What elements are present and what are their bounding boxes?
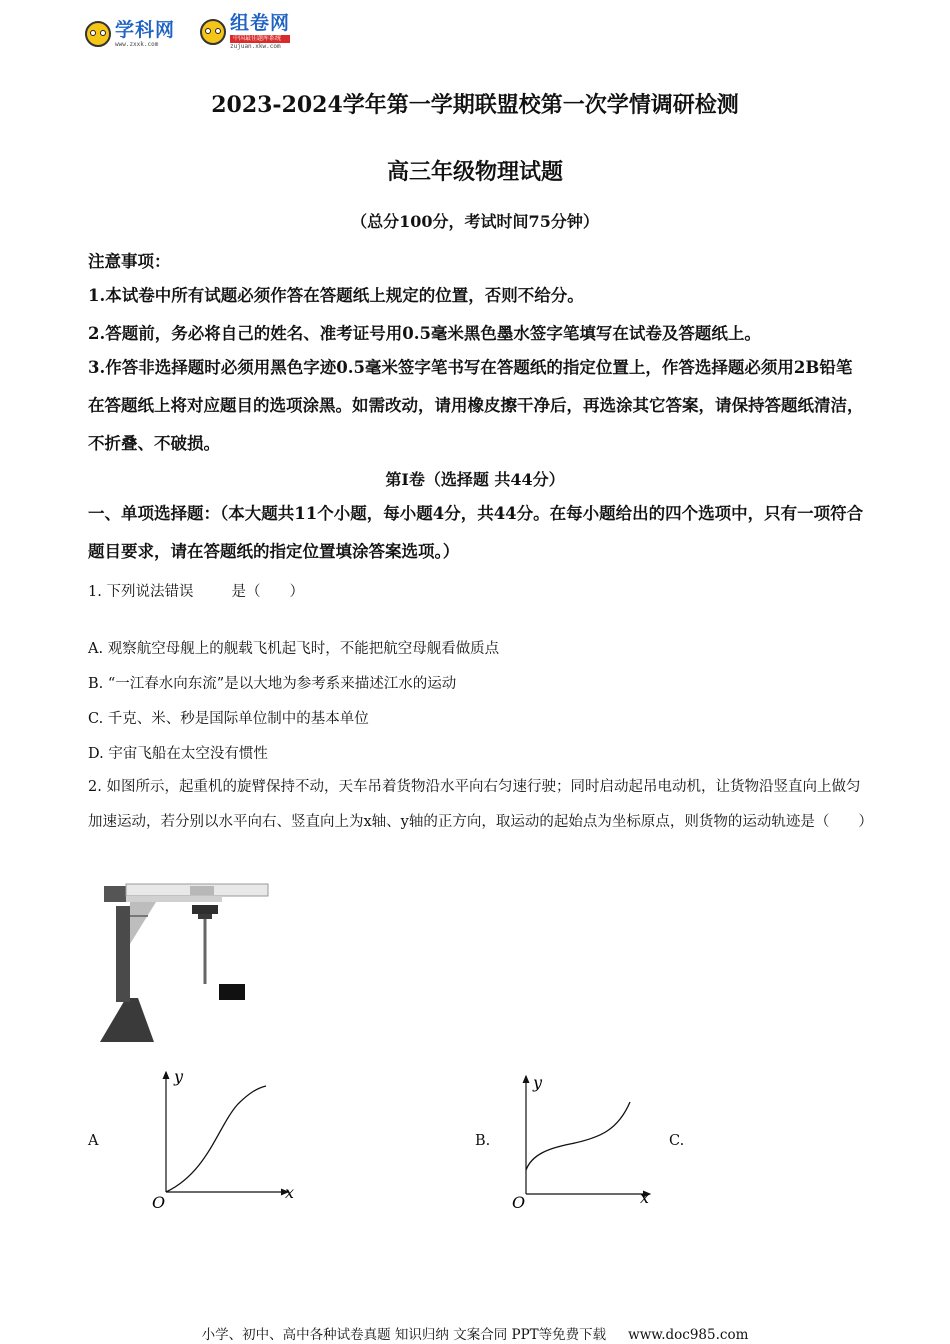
owl-mascot-icon [85, 21, 111, 47]
xkw-logo [85, 16, 175, 52]
exam-info: （总分100分，考试时间75分钟） [351, 212, 599, 231]
footer-url[interactable]: www.doc985.com [628, 1327, 749, 1343]
exam-grade-subject: 高三年级物理试题 [386, 159, 563, 185]
q1-option-b: B. “一江春水向东流”是以大地为参考系来描述江水的运动 [88, 676, 457, 692]
q2-stem: 2. 如图所示，起重机的旋臂保持不动，天车吊着货物沿水平向右匀速行驶；同时启动起吊电动机，让货物沿竖直向上做匀加速运动，若分别以水平向右、竖直向上为x轴、y轴的正方向，取运动的起始点为坐标原点，则货物的运动轨迹是（ ） [88, 779, 873, 830]
origin-label: O [152, 1193, 166, 1212]
q2-option-c-label: C. [669, 1133, 685, 1149]
mascot-icon [200, 19, 226, 45]
notes-heading: 注意事项： [88, 252, 171, 271]
q1-option-c: C. 千克、米、秒是国际单位制中的基本单位 [88, 711, 369, 727]
section-title: 第I卷（选择题 共44分） [385, 470, 565, 489]
y-axis-label: y [533, 1073, 543, 1092]
x-axis-label: x [285, 1183, 295, 1202]
crane-figure [96, 880, 276, 1050]
q1-stem [88, 580, 868, 601]
q1-stem-end: 是（ ） [231, 584, 304, 600]
q1-option-d: D. 宇宙飞船在太空没有惯性 [88, 746, 268, 762]
note-item-3: 3.作答非选择题时必须用黑色字迹0.5毫米签字笔书写在答题纸的指定位置上，作答选择题必须用2B铅笔在答题纸上将对应题目的选项涂黑。如需改动，请用橡皮擦干净后，再选涂其它答案，请保持答题纸清洁，不折叠、不破损。 [88, 358, 864, 453]
x-axis-label: x [640, 1188, 650, 1207]
note-item-1: 1.本试卷中所有试题必须作答在答题纸上规定的位置，否则不给分。 [88, 286, 584, 305]
exam-title: 2023-2024学年第一学期联盟校第一次学情调研检测 [211, 92, 739, 118]
page-footer [0, 1323, 950, 1343]
note-item-2: 2.答题前，务必将自己的姓名、准考证号用0.5毫米黑色墨水签字笔填写在试卷及答题纸上。 [88, 324, 761, 343]
zjw-logo-name: 组卷网 [230, 12, 291, 34]
trajectory-curve [166, 1086, 266, 1192]
xkw-logo-url: www.zxxk.com [115, 40, 159, 48]
zjw-logo [200, 12, 290, 52]
q1-stem-start: 1. 下列说法错误 [88, 584, 194, 600]
q2-option-a-graph [148, 1064, 300, 1212]
origin-label: O [512, 1193, 526, 1212]
footer-text: 小学、初中、高中各种试卷真题 知识归纳 文案合同 PPT等免费下载 [201, 1327, 607, 1343]
zjw-logo-url: zujuan.xkw.com [230, 43, 281, 50]
q2-option-b-label: B. [475, 1133, 491, 1149]
q2-option-b-graph [510, 1070, 662, 1214]
xkw-logo-name: 学科网 [115, 18, 176, 41]
trajectory-curve [526, 1102, 630, 1170]
q2-option-a-label: A [88, 1133, 99, 1149]
section-part-one: 一、单项选择题：（本大题共11个小题，每小题4分，共44分。在每小题给出的四个选项中，只有一项符合题目要求，请在答题纸的指定位置填涂答案选项。） [88, 504, 864, 561]
zjw-logo-badge: 中国最佳题库系统 [230, 35, 290, 43]
q1-option-a: A. 观察航空母舰上的舰载飞机起飞时，不能把航空母舰看做质点 [88, 641, 500, 657]
y-axis-label: y [174, 1067, 184, 1086]
